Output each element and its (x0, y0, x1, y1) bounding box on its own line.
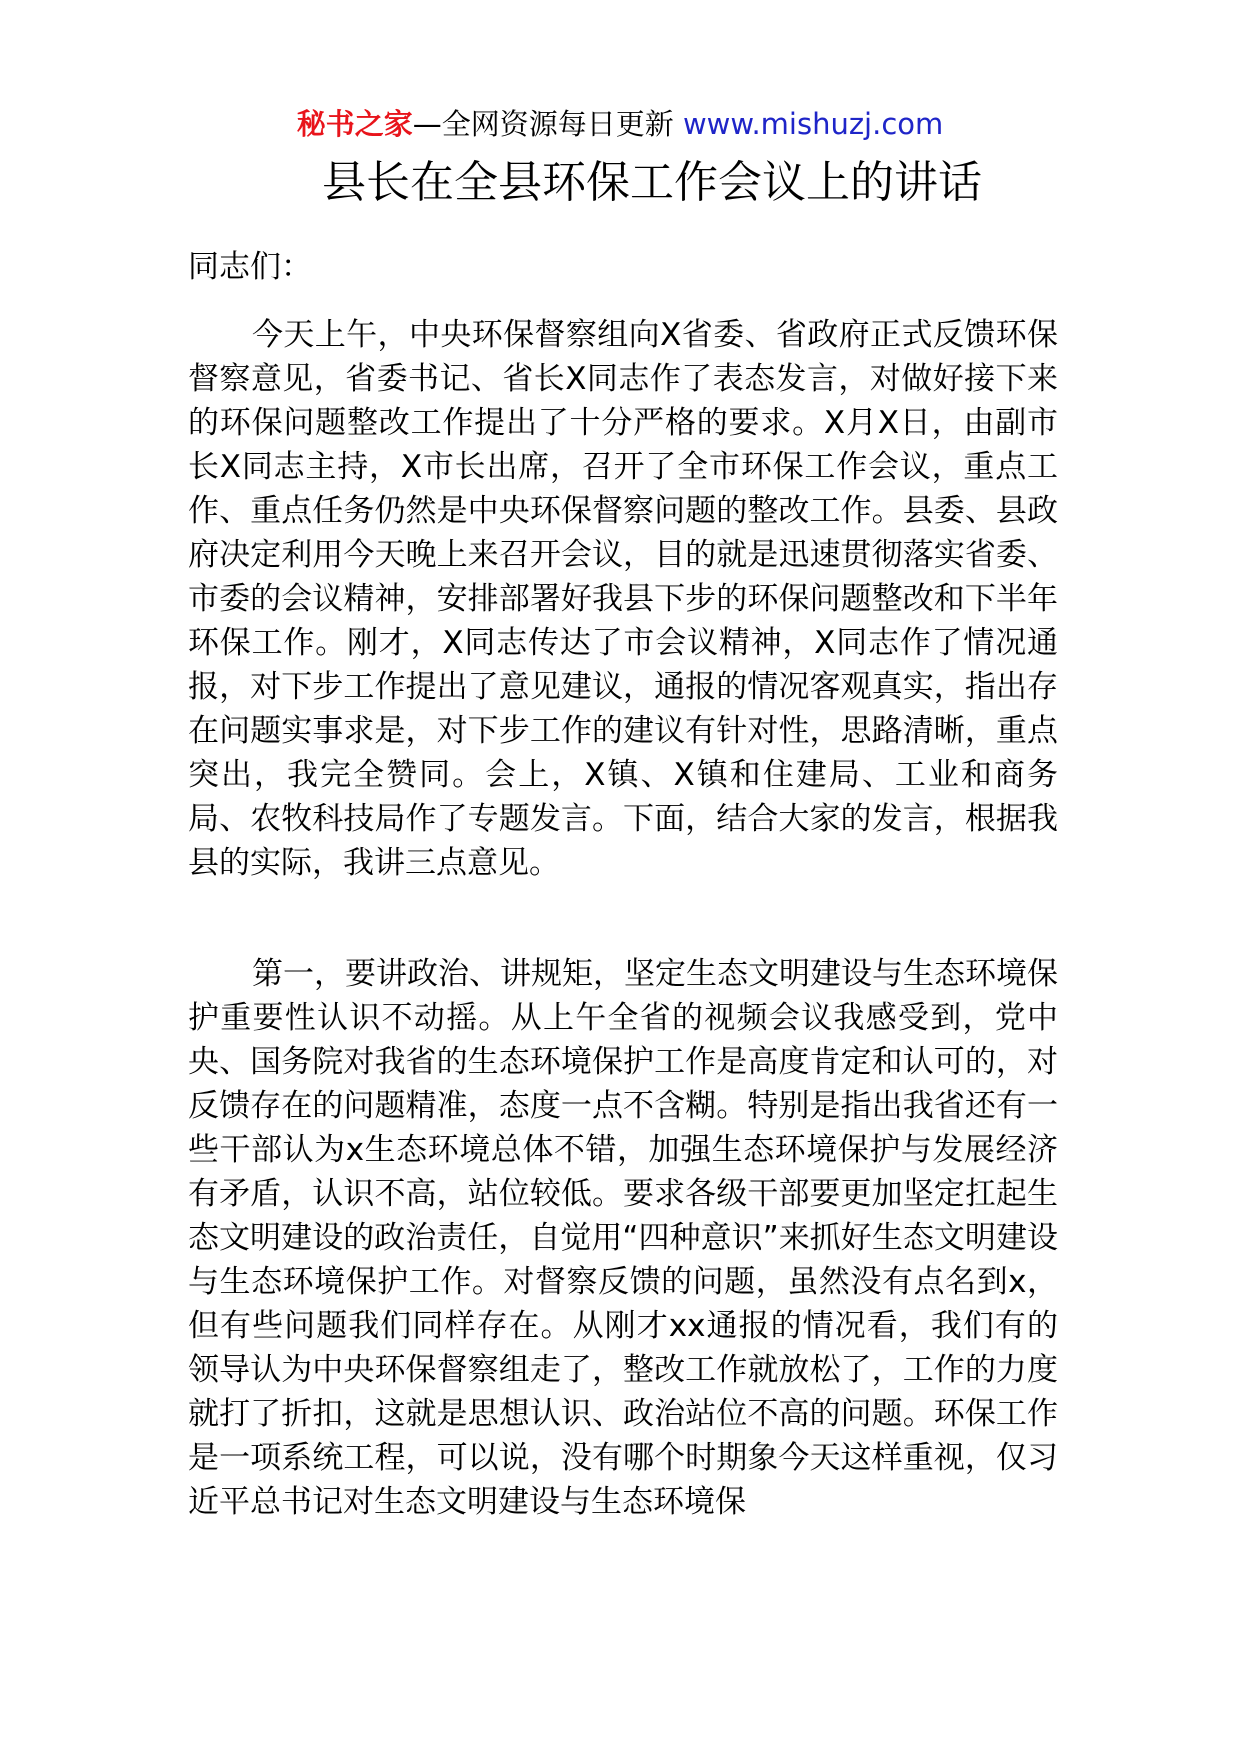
salutation: 同志们： (188, 249, 312, 285)
document-title: 县长在全县环保工作会议上的讲话 (322, 157, 982, 208)
paragraph-2: 第一，要讲政治、讲规矩，坚定生态文明建设与生态环境保护重要性认识不动摇。从上午全省的视频会议我感受到，党中央、国务院对我省的生态环境保护工作是高度肯定和认可的，对反馈存在的问题精准，态度一点不含糊。特别是指出我省还有一些干部认为x生态环境总体不错，加强生态环境保护与发展经济有矛盾，认识不高，站位较低。要求各级干部要更加坚定扛起生态文明建设的政治责任，自觉用“四种意识”来抓好生态文明建设与生态环境保护工作。对督察反馈的问题，虽然没有点名到x，但有些问题我们同样存在。从刚才xx通报的情况看，我们有的领导认为中央环保督察组走了，整改工作就放松了，工作的力度就打了折扣，这就是思想认识、政治站位不高的问题。环保工作是一项系统工程，可以说，没有哪个时期象今天这样重视，仅习近平总书记对生态文明建设与生态环境保 (188, 956, 1058, 1520)
site-url: www.mishuzj.com (682, 107, 944, 141)
brand-name: 秘书之家 (296, 107, 413, 141)
header-tagline: —全网资源每日更新 (412, 107, 674, 141)
paragraph-1: 今天上午，中央环保督察组向X省委、省政府正式反馈环保督察意见，省委书记、省长X同志作了表态发言，对做好接下来的环保问题整改工作提出了十分严格的要求。X月X日，由副市长X同志主持，X市长出席，召开了全市环保工作会议，重点工作、重点任务仍然是中央环保督察问题的整改工作。县委、县政府决定利用今天晚上来召开会议，目的就是迅速贯彻落实省委、市委的会议精神，安排部署好我县下步的环保问题整改和下半年环保工作。刚才，X同志传达了市会议精神，X同志作了情况通报，对下步工作提出了意见建议，通报的情况客观真实，指出存在问题实事求是，对下步工作的建议有针对性，思路清晰，重点突出，我完全赞同。会上，X镇、X镇和住建局、工业和商务局、农牧科技局作了专题发言。下面，结合大家的发言，根据我县的实际，我讲三点意见。 (188, 317, 1058, 881)
watermark-header (0, 104, 1240, 144)
